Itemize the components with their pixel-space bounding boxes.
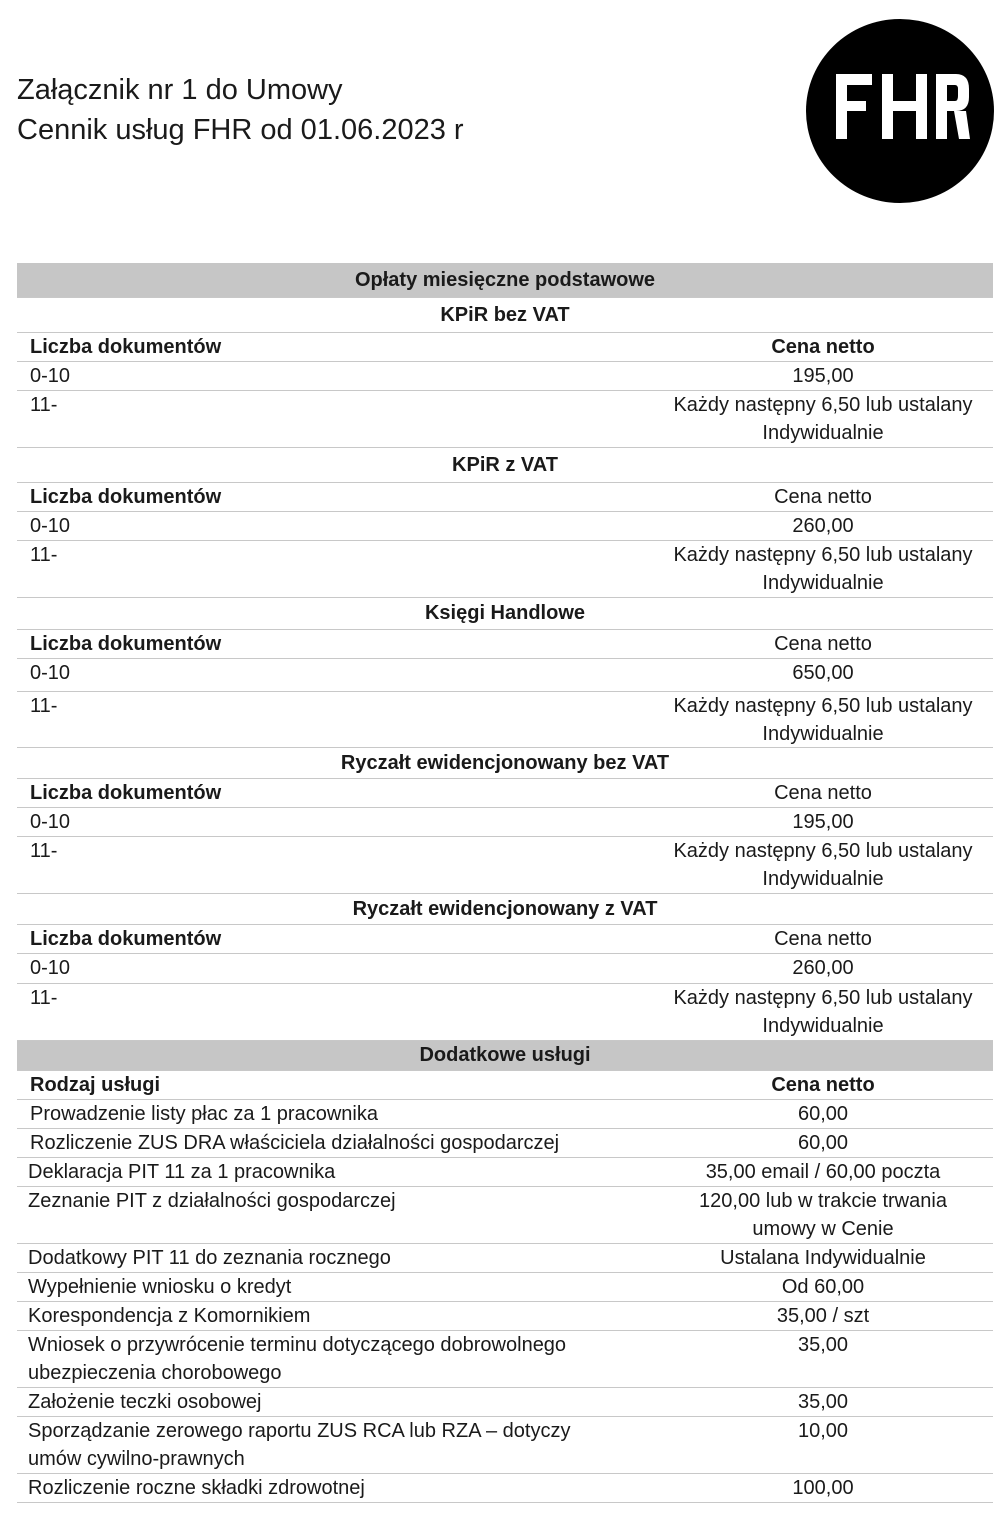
additional-header-row <box>17 1071 993 1100</box>
service-price: 10,00 <box>797 1420 849 1442</box>
range-cell: 0-10 <box>30 957 71 979</box>
annex-title: Załącznik nr 1 do Umowy <box>17 74 343 106</box>
price-cell <box>653 837 993 893</box>
service-name: Dodatkowy PIT 11 do zeznania rocznego <box>28 1247 391 1269</box>
table-row <box>17 984 993 1041</box>
service-line: ubezpieczenia chorobowego <box>28 1362 282 1384</box>
service-name: Rozliczenie roczne składki zdrowotnej <box>28 1477 365 1499</box>
table-row <box>17 954 993 984</box>
range-cell: 11- <box>30 840 58 862</box>
price-line: Każdy następny 6,50 lub ustalany <box>673 394 973 416</box>
column-header: Liczba dokumentów <box>30 782 222 804</box>
price-cell <box>653 984 993 1040</box>
main-heading: Opłaty miesięczne podstawowe <box>17 263 993 298</box>
service-price: 35,00 <box>797 1391 849 1413</box>
service-name <box>17 1331 653 1387</box>
column-header: Cena netto <box>771 336 875 358</box>
price-cell <box>653 541 993 597</box>
price-line: Każdy następny 6,50 lub ustalany <box>673 840 973 862</box>
range-cell: 0-10 <box>30 515 71 537</box>
section-header-row <box>17 630 993 659</box>
service-name: Zeznanie PIT z działalności gospodarczej <box>28 1190 396 1212</box>
price-cell <box>653 391 993 447</box>
table-row <box>17 391 993 448</box>
table-row <box>17 837 993 894</box>
column-header: Cena netto <box>771 1074 875 1096</box>
service-price <box>653 1187 993 1243</box>
table-row <box>17 659 993 692</box>
price-line: Każdy następny 6,50 lub ustalany <box>673 544 973 566</box>
section-title: KPiR bez VAT <box>17 298 993 333</box>
service-row <box>17 1331 993 1388</box>
table-row <box>17 362 993 391</box>
table-row <box>17 692 993 748</box>
fhr-logo-mark <box>806 19 994 203</box>
document-header <box>17 70 464 150</box>
price-table <box>17 263 993 1503</box>
additional-heading: Dodatkowe usługi <box>17 1041 993 1071</box>
service-price: 35,00 email / 60,00 poczta <box>705 1161 941 1183</box>
section-header-row <box>17 779 993 808</box>
price-cell: 650,00 <box>792 662 854 684</box>
service-row <box>17 1474 993 1503</box>
service-row <box>17 1273 993 1302</box>
price-cell: 195,00 <box>792 811 854 833</box>
column-header: Cena netto <box>774 486 872 508</box>
price-cell: 260,00 <box>792 957 854 979</box>
column-header: Rodzaj usługi <box>30 1074 160 1096</box>
range-cell: 11- <box>30 544 58 566</box>
service-name: Wypełnienie wniosku o kredyt <box>28 1276 292 1298</box>
section-header-row <box>17 483 993 512</box>
section-title: Ryczałt ewidencjonowany z VAT <box>17 894 993 925</box>
service-price: 100,00 <box>792 1477 854 1499</box>
section-title: KPiR z VAT <box>17 448 993 483</box>
range-cell: 0-10 <box>30 811 71 833</box>
table-row <box>17 541 993 598</box>
service-line: Wniosek o przywrócenie terminu dotyczącego dobrowolnego <box>28 1334 567 1356</box>
section-title: Ryczałt ewidencjonowany bez VAT <box>17 748 993 779</box>
range-cell: 11- <box>30 695 58 717</box>
service-row <box>17 1158 993 1187</box>
price-line: Indywidualnie <box>762 723 884 745</box>
price-cell: 195,00 <box>792 365 854 387</box>
price-list-title: Cennik usług FHR od 01.06.2023 r <box>17 114 464 146</box>
column-header: Cena netto <box>774 633 872 655</box>
price-line: 120,00 lub w trakcie trwania <box>699 1190 947 1212</box>
service-price: 35,00 / szt <box>776 1305 870 1327</box>
column-header: Liczba dokumentów <box>30 928 222 950</box>
price-line: Indywidualnie <box>762 572 884 594</box>
service-row <box>17 1417 993 1474</box>
fhr-logo <box>806 19 994 203</box>
service-price: Od 60,00 <box>781 1276 865 1298</box>
price-line: Każdy następny 6,50 lub ustalany <box>673 987 973 1009</box>
range-cell: 11- <box>30 987 58 1009</box>
column-header: Liczba dokumentów <box>30 336 222 358</box>
range-cell: 0-10 <box>30 662 71 684</box>
service-line: umów cywilno-prawnych <box>28 1448 245 1470</box>
service-row <box>17 1302 993 1331</box>
service-name <box>17 1417 653 1473</box>
price-cell: 260,00 <box>792 515 854 537</box>
service-price: 60,00 <box>797 1132 849 1154</box>
section-header-row <box>17 333 993 362</box>
table-row <box>17 808 993 837</box>
service-price: Ustalana Indywidualnie <box>720 1247 926 1269</box>
service-row <box>17 1187 993 1244</box>
price-line: Indywidualnie <box>762 868 884 890</box>
service-price: 60,00 <box>797 1103 849 1125</box>
column-header: Liczba dokumentów <box>30 633 222 655</box>
service-name: Założenie teczki osobowej <box>28 1391 262 1413</box>
price-line: Indywidualnie <box>762 422 884 444</box>
table-row <box>17 512 993 541</box>
service-row <box>17 1129 993 1158</box>
section-header-row <box>17 925 993 954</box>
service-name: Deklaracja PIT 11 za 1 pracownika <box>28 1161 336 1183</box>
service-name: Rozliczenie ZUS DRA właściciela działalności gospodarczej <box>30 1132 560 1154</box>
range-cell: 11- <box>30 394 58 416</box>
price-line: umowy w Cenie <box>752 1218 894 1240</box>
service-row <box>17 1100 993 1129</box>
price-line: Indywidualnie <box>762 1015 884 1037</box>
section-title: Księgi Handlowe <box>17 598 993 630</box>
column-header: Liczba dokumentów <box>30 486 222 508</box>
service-row <box>17 1388 993 1417</box>
service-name: Korespondencja z Komornikiem <box>28 1305 311 1327</box>
price-cell <box>653 692 993 747</box>
service-line: Sporządzanie zerowego raportu ZUS RCA lub RZA – dotyczy <box>28 1420 571 1442</box>
range-cell: 0-10 <box>30 365 71 387</box>
service-name: Prowadzenie listy płac za 1 pracownika <box>30 1103 378 1125</box>
price-line: Każdy następny 6,50 lub ustalany <box>673 695 973 717</box>
service-price: 35,00 <box>797 1334 849 1356</box>
service-row <box>17 1244 993 1273</box>
column-header: Cena netto <box>774 782 872 804</box>
column-header: Cena netto <box>774 928 872 950</box>
